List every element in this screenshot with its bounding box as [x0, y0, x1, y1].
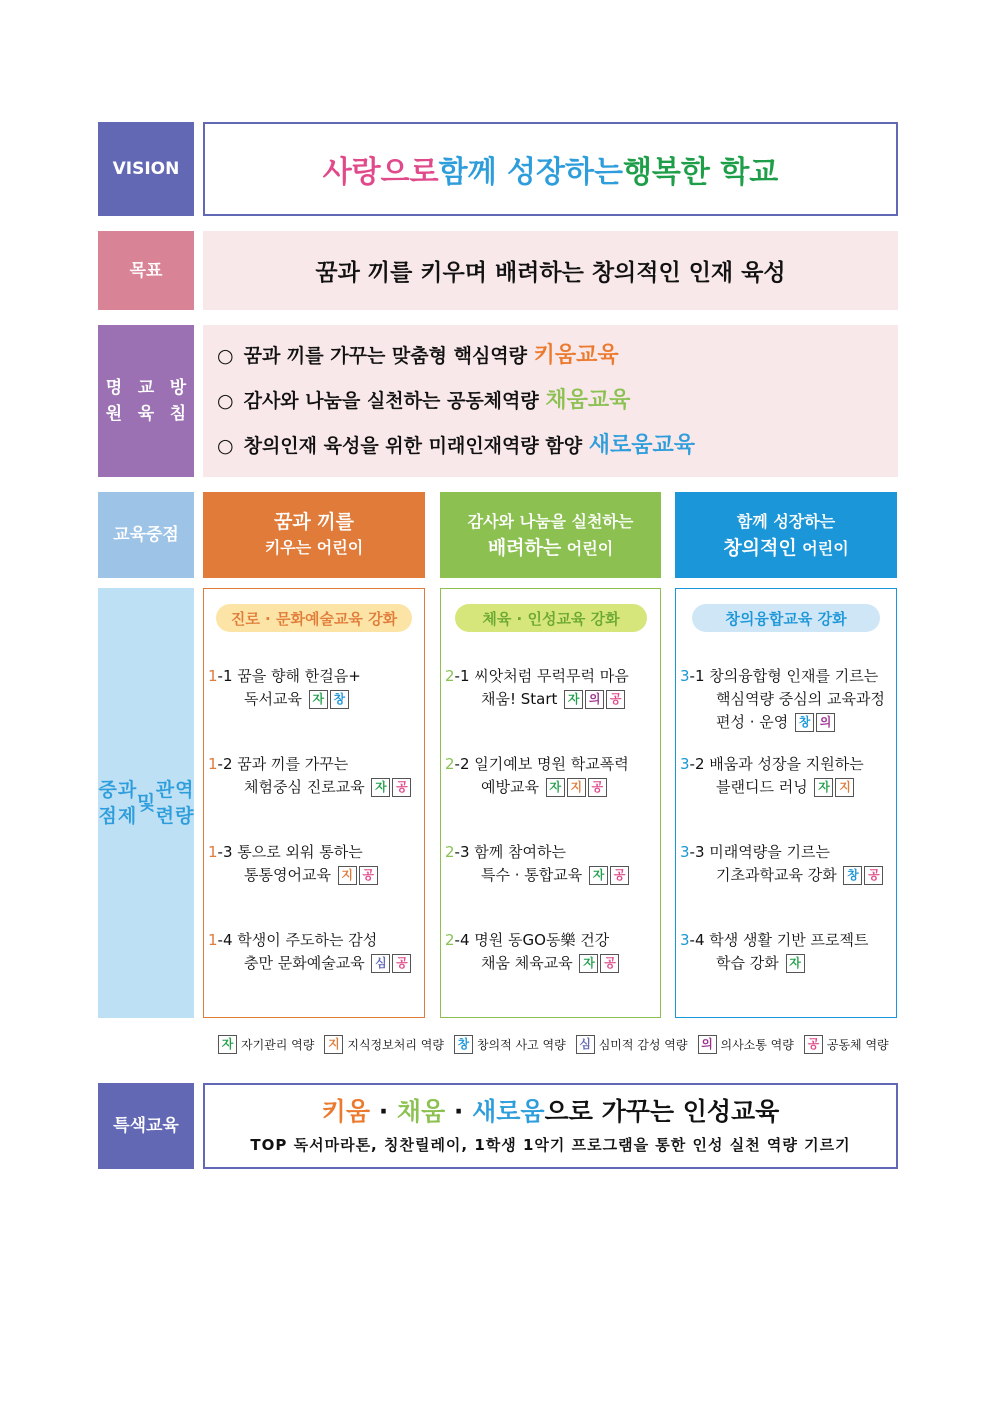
- competency-badge: 공: [610, 866, 629, 885]
- competency-badge: 자: [564, 690, 583, 709]
- special-label: 특색 교육: [98, 1083, 194, 1169]
- task-item: [208, 753, 411, 799]
- special-title-part: 새로움: [472, 1097, 545, 1126]
- special-title: [322, 1094, 780, 1130]
- task-column-pe-character: [440, 588, 661, 1018]
- task-text: 꿈을 향해 한걸음+: [237, 667, 361, 685]
- policy-list: [203, 325, 898, 477]
- policy-item-accent: 키움교육: [533, 343, 619, 368]
- task-subnumber: -4: [454, 931, 475, 949]
- policy-item: [217, 341, 898, 386]
- competency-badge: 지: [835, 778, 854, 797]
- special-title-part: 채움: [396, 1097, 446, 1126]
- task-text: 일기예보 명원 학교폭력: [474, 755, 629, 773]
- task-text: 학습 강화: [716, 954, 784, 972]
- competency-badge: 공: [864, 866, 883, 885]
- task-subnumber: -3: [217, 843, 238, 861]
- focus-card-line1: 함께 성장하는: [736, 511, 836, 531]
- vision-label: VISION: [98, 122, 194, 216]
- special-title-part: ·: [445, 1097, 473, 1126]
- task-subnumber: -1: [454, 667, 475, 685]
- task-item: [445, 753, 629, 799]
- task-column-heading: 진로 · 문화예술교육 강화: [216, 604, 412, 632]
- task-item: [208, 929, 411, 975]
- task-subnumber: -4: [217, 931, 238, 949]
- vision-part-1: 사랑으로: [322, 155, 439, 190]
- circle-bullet-icon: ○: [217, 390, 234, 412]
- competency-badge: 자: [546, 778, 565, 797]
- task-number: 2: [445, 755, 455, 773]
- competency-badge: 공: [606, 690, 625, 709]
- task-text: 기초과학교육 강화: [716, 866, 842, 884]
- policy-item: [217, 431, 898, 476]
- task-text: 학생 생활 기반 프로젝트: [709, 931, 869, 949]
- task-column-heading: 체육 · 인성교육 강화: [455, 604, 647, 632]
- focus-card-creative: [675, 492, 897, 578]
- competency-badge: 창: [795, 713, 814, 732]
- task-subnumber: -2: [217, 755, 238, 773]
- task-text: 학생이 주도하는 감성: [237, 931, 378, 949]
- competency-badge: 자: [371, 778, 390, 797]
- task-text: 충만 문화예술교육: [244, 954, 370, 972]
- legend-item: [804, 1035, 889, 1054]
- competency-badge: 자: [218, 1035, 237, 1054]
- task-subnumber: -2: [689, 755, 710, 773]
- competency-badge: 의: [585, 690, 604, 709]
- legend-item: [324, 1035, 444, 1054]
- task-text: 핵심역량 중심의 교육과정: [716, 690, 885, 708]
- vision-part-3: 행복한 학교: [622, 155, 779, 190]
- legend-label: 창의적 사고 역량: [476, 1037, 566, 1052]
- task-text: 편성 · 운영: [716, 713, 794, 731]
- focus-card-line1: 꿈과 끼를: [273, 511, 355, 533]
- competency-badge: 의: [816, 713, 835, 732]
- task-subnumber: -4: [689, 931, 710, 949]
- task-text: 씨앗처럼 무럭무럭 마음: [474, 667, 629, 685]
- task-number: 1: [208, 667, 218, 685]
- special-subtitle: TOP 독서마라톤, 칭찬릴레이, 1학생 1악기 프로그램을 통한 인성 실천 역량 기르기: [250, 1136, 851, 1154]
- circle-bullet-icon: ○: [217, 345, 234, 367]
- task-subnumber: -1: [217, 667, 238, 685]
- legend-label: 심미적 감성 역량: [598, 1037, 688, 1052]
- task-item: [680, 665, 885, 734]
- competency-badge: 자: [814, 778, 833, 797]
- special-title-part: ·: [369, 1097, 397, 1126]
- task-text: 예방교육: [481, 778, 544, 796]
- task-text: 꿈과 끼를 가꾸는: [237, 755, 349, 773]
- competency-badge: 의: [698, 1035, 717, 1054]
- task-number: 3: [680, 667, 690, 685]
- legend-label: 지식정보처리 역량: [347, 1037, 444, 1052]
- task-item: [680, 753, 864, 799]
- task-text: 함께 참여하는: [474, 843, 566, 861]
- task-text: 통으로 외워 통하는: [237, 843, 363, 861]
- policy-item-text: 감사와 나눔을 실천하는 공동체역량: [243, 390, 546, 412]
- legend-label: 자기관리 역량: [241, 1037, 315, 1052]
- competency-badge: 자: [309, 690, 328, 709]
- focus-card-dream: [203, 492, 425, 578]
- competency-badge: 공: [804, 1035, 823, 1054]
- task-text: 미래역량을 기르는: [709, 843, 830, 861]
- task-item: [208, 665, 361, 711]
- competency-legend: [218, 1033, 898, 1055]
- task-column-heading: 창의융합교육 강화: [692, 604, 880, 632]
- competency-badge: 심: [576, 1035, 595, 1054]
- competency-badge: 심: [371, 954, 390, 973]
- competency-badge: 지: [324, 1035, 343, 1054]
- task-item: [680, 929, 869, 975]
- task-number: 2: [445, 667, 455, 685]
- legend-item: [576, 1035, 688, 1054]
- task-text: 체험중심 진로교육: [244, 778, 370, 796]
- special-education: [203, 1083, 898, 1169]
- task-item: [445, 665, 629, 711]
- task-item: [445, 841, 629, 887]
- task-text: 특수 · 통합교육: [481, 866, 588, 884]
- focus-card-line1: 감사와 나눔을 실천하는: [467, 511, 634, 531]
- competency-badge: 공: [600, 954, 619, 973]
- focus-card-line2: 어린이: [561, 538, 614, 558]
- policy-label: 명원 교육 방침: [98, 325, 194, 477]
- competency-badge: 공: [392, 954, 411, 973]
- focus-label: 교육 중점: [98, 492, 194, 578]
- policy-item-text: 꿈과 끼를 가꾸는 맞춤형 핵심역량: [243, 345, 534, 367]
- competency-badge: 공: [359, 866, 378, 885]
- task-number: 1: [208, 931, 218, 949]
- task-number: 3: [680, 931, 690, 949]
- goal-label: 목표: [98, 231, 194, 310]
- competency-badge: 공: [392, 778, 411, 797]
- goal-statement: 꿈과 끼를 키우며 배려하는 창의적인 인재 육성: [203, 231, 898, 310]
- competency-badge: 창: [454, 1035, 473, 1054]
- legend-item: [218, 1035, 314, 1054]
- vision-part-2: 함께 성장하는: [438, 155, 623, 190]
- vision-statement: [203, 122, 898, 216]
- focus-card-highlight: 배려하는: [487, 536, 562, 559]
- task-text: 창의융합형 인재를 기르는: [709, 667, 879, 685]
- policy-item-accent: 새로움교육: [588, 433, 695, 458]
- task-item: [680, 841, 883, 887]
- competency-badge: 지: [338, 866, 357, 885]
- policy-item: [217, 386, 898, 431]
- task-text: 배움과 성장을 지원하는: [709, 755, 864, 773]
- task-subnumber: -3: [454, 843, 475, 861]
- focus-card-line2: 어린이: [796, 538, 849, 558]
- competency-badge: 공: [588, 778, 607, 797]
- focus-card-highlight: 창의적인: [723, 536, 797, 559]
- task-number: 3: [680, 843, 690, 861]
- task-text: 통통영어교육: [244, 866, 336, 884]
- task-number: 3: [680, 755, 690, 773]
- task-item: [208, 841, 378, 887]
- task-number: 1: [208, 843, 218, 861]
- legend-item: [698, 1035, 794, 1054]
- focus-card-line2: 키우는 어린이: [264, 538, 364, 557]
- competency-badge: 지: [567, 778, 586, 797]
- special-title-part: 키움: [321, 1097, 370, 1126]
- legend-label: 공동체 역량: [826, 1037, 889, 1052]
- competency-badge: 자: [786, 954, 805, 973]
- competency-badge: 자: [589, 866, 608, 885]
- task-text: 채움 체육교육: [481, 954, 578, 972]
- task-column-convergence: [675, 588, 897, 1018]
- focus-card-caring: [440, 492, 661, 578]
- task-text: 블랜디드 러닝: [716, 778, 813, 796]
- tasks-label: 중점 과제 및 관련 역량: [98, 588, 194, 1018]
- task-item: [445, 929, 619, 975]
- legend-label: 의사소통 역량: [720, 1037, 794, 1052]
- task-number: 1: [208, 755, 218, 773]
- task-text: 채움! Start: [481, 690, 563, 708]
- legend-item: [454, 1035, 566, 1054]
- competency-badge: 자: [579, 954, 598, 973]
- policy-item-accent: 채움교육: [545, 388, 631, 413]
- task-text: 명원 동GO동樂 건강: [474, 931, 610, 949]
- task-subnumber: -2: [454, 755, 475, 773]
- task-number: 2: [445, 931, 455, 949]
- circle-bullet-icon: ○: [217, 435, 234, 457]
- task-subnumber: -1: [689, 667, 710, 685]
- competency-badge: 창: [330, 690, 349, 709]
- competency-badge: 창: [843, 866, 862, 885]
- special-title-part: 으로 가꾸는 인성교육: [544, 1097, 780, 1126]
- task-text: 독서교육: [244, 690, 307, 708]
- task-column-career-arts: [203, 588, 425, 1018]
- task-subnumber: -3: [689, 843, 710, 861]
- task-number: 2: [445, 843, 455, 861]
- policy-item-text: 창의인재 육성을 위한 미래인재역량 함양: [243, 435, 589, 457]
